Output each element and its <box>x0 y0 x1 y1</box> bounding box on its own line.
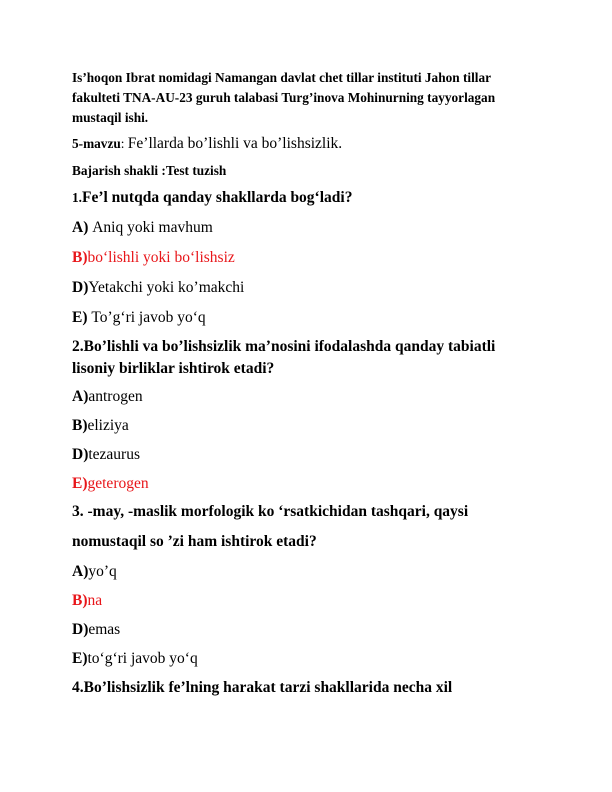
option-text: na <box>87 592 103 609</box>
option-letter: B) <box>72 249 88 266</box>
task-line: Bajarish shakli :Test tuzish <box>72 163 227 178</box>
topic-label: 5-mavzu <box>72 136 121 151</box>
question-3-option-d <box>72 621 120 639</box>
option-letter: B) <box>72 592 88 609</box>
option-letter: E) <box>72 475 88 492</box>
option-letter: A) <box>72 563 89 580</box>
question-1-option-d <box>72 279 244 297</box>
question-1-option-b-correct <box>72 249 235 267</box>
question-4-line-1: 4.Bo’lishsizlik fe’lning harakat tarzi shakllarida necha xil <box>72 679 453 696</box>
option-text: Aniq yoki mavhum <box>92 219 213 236</box>
option-text: To’g‘ri javob yo‘q <box>91 309 206 326</box>
question-2-option-d <box>72 446 140 464</box>
topic-line <box>72 135 342 153</box>
option-letter: A) <box>72 388 89 405</box>
question-1-option-a <box>72 219 213 237</box>
question-1-text: Fe’l nutqda qanday shakllarda bog‘ladi? <box>81 189 353 206</box>
header-line-2: fakulteti TNA-AU-23 guruh talabasi Turg’inova Mohinurning tayyorlagan <box>72 90 496 105</box>
option-text: Yetakchi yoki ko’makchi <box>88 279 245 296</box>
option-text: emas <box>88 621 121 638</box>
question-2-line-1: 2.Bo’lishli va bo’lishsizlik ma’nosini ifodalashda qanday tabiatli <box>72 338 496 355</box>
question-3-option-a <box>72 563 117 581</box>
topic-separator: : <box>120 136 128 151</box>
question-2-line-2: lisoniy birliklar ishtirok etadi? <box>72 360 275 377</box>
option-letter: D) <box>72 621 89 638</box>
question-1-number: 1. <box>72 190 82 205</box>
option-letter: D) <box>72 279 89 296</box>
option-letter: D) <box>72 446 89 463</box>
option-letter: E) <box>72 309 92 326</box>
option-text: antrogen <box>88 388 143 405</box>
question-1-option-e <box>72 309 206 327</box>
option-letter: E) <box>72 650 88 667</box>
question-2-option-a <box>72 388 143 406</box>
option-text: tezaurus <box>88 446 140 463</box>
option-text: to‘g‘ri javob yo‘q <box>87 650 198 667</box>
question-3-line-2: nomustaqil so ’zi ham ishtirok etadi? <box>72 533 317 550</box>
header-line-1: Is’hoqon Ibrat nomidagi Namangan davlat chet tillar instituti Jahon tillar <box>72 70 492 85</box>
topic-text: Fe’llarda bo’lishli va bo’lishsizlik. <box>127 135 343 152</box>
question-3-line-1: 3. -may, -maslik morfologik ko ‘rsatkichidan tashqari, qaysi <box>72 503 469 520</box>
option-letter: A) <box>72 219 93 236</box>
option-text: yo’q <box>88 563 117 580</box>
option-text: eliziya <box>87 417 129 434</box>
question-3-option-e <box>72 650 198 668</box>
question-1 <box>72 189 352 207</box>
option-text: bo‘lishli yoki bo‘lishsiz <box>87 249 235 266</box>
question-3-option-b-correct <box>72 592 102 610</box>
header-line-3: mustaqil ishi. <box>72 110 149 125</box>
question-2-option-e-correct <box>72 475 149 493</box>
option-letter: B) <box>72 417 88 434</box>
question-2-option-b <box>72 417 129 435</box>
option-text: geterogen <box>87 475 149 492</box>
